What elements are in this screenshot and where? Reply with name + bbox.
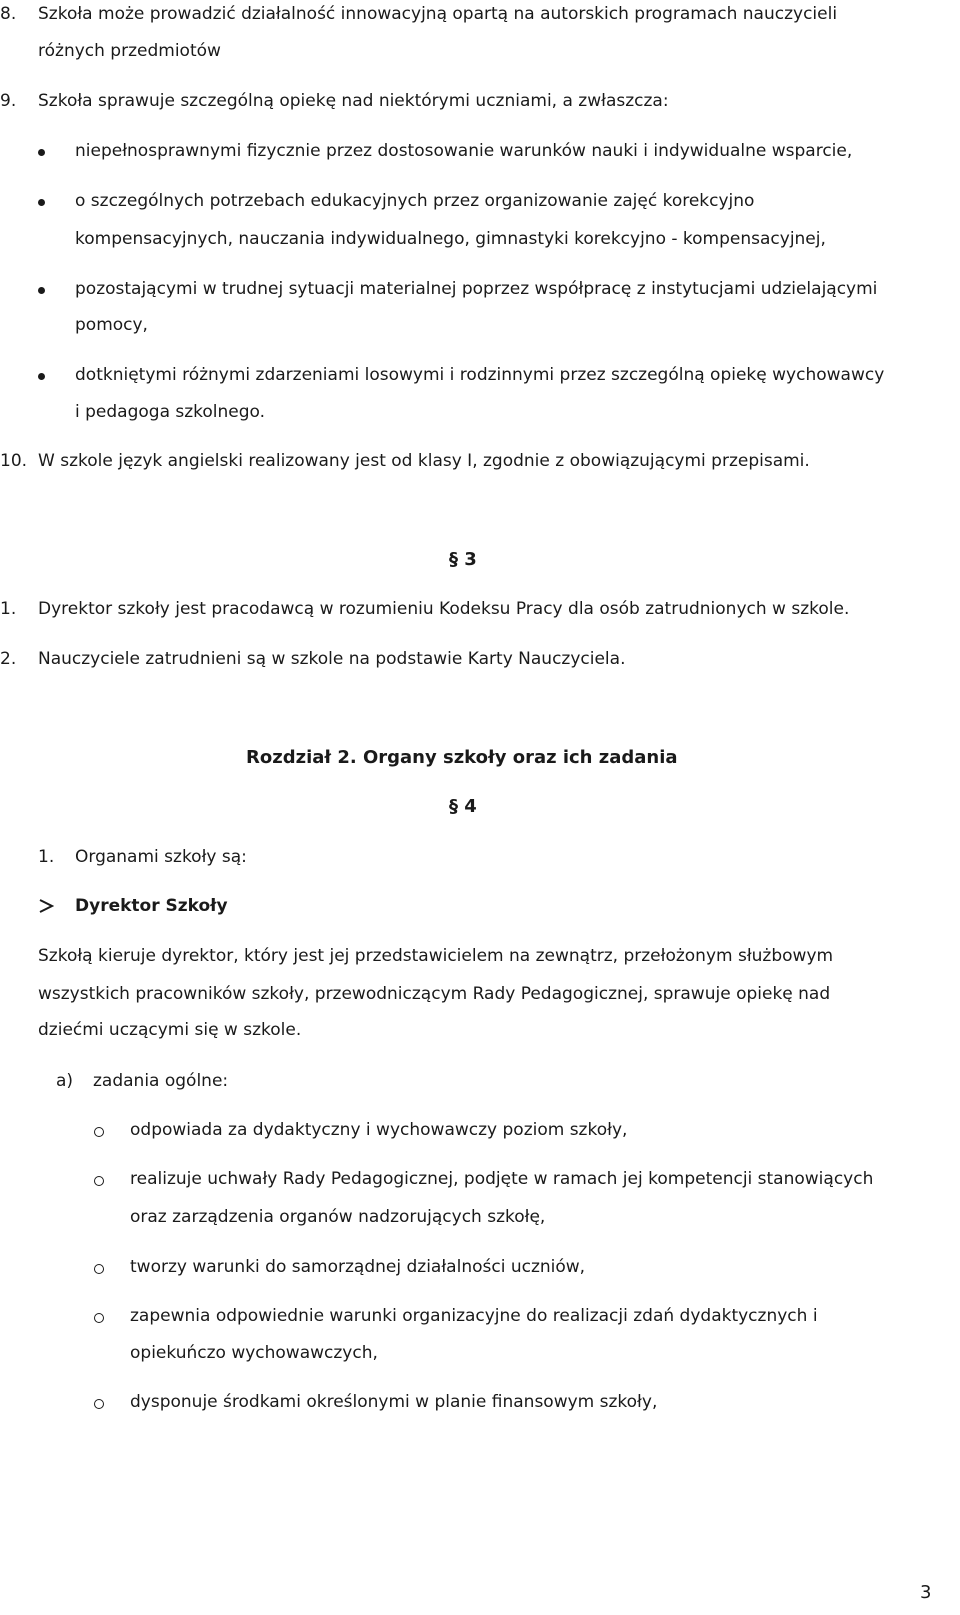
bullet-icon <box>38 287 45 294</box>
task-2-line-1: realizuje uchwały Rady Pedagogicznej, podjęte w ramach jej kompetencji stanowiących <box>130 1169 874 1189</box>
sub-a-text: zadania ogólne: <box>93 1071 229 1091</box>
care-bullet-4-line-2: i pedagoga szkolnego. <box>75 402 266 422</box>
task-5: dysponuje środkami określonymi w planie finansowym szkoły, <box>130 1392 658 1412</box>
page-number: 3 <box>920 1582 932 1603</box>
item-8-line-1: Szkoła może prowadzić działalność innowacyjną opartą na autorskich programach nauczycieli <box>38 4 838 24</box>
item-9-text: Szkoła sprawuje szczególną opiekę nad niektórymi uczniami, a zwłaszcza: <box>38 91 669 111</box>
bullet-icon <box>38 373 45 380</box>
director-heading: Dyrektor Szkoły <box>75 896 228 916</box>
care-bullet-1: niepełnosprawnymi fizycznie przez dostosowanie warunków nauki i indywidualne wsparcie, <box>75 141 853 161</box>
task-1: odpowiada za dydaktyczny i wychowawczy poziom szkoły, <box>130 1120 628 1140</box>
director-para-line-3: dziećmi uczącymi się w szkole. <box>38 1020 302 1040</box>
chapter-title: Rozdział 2. Organy szkoły oraz ich zadania <box>246 747 678 768</box>
care-bullet-3-line-1: pozostającymi w trudnej sytuacji materialnej poprzez współpracę z instytucjami udzielającymi <box>75 279 878 299</box>
care-bullet-2-line-2: kompensacyjnych, nauczania indywidualnego, gimnastyki korekcyjno - kompensacyjnej, <box>75 229 826 249</box>
task-4-line-1: zapewnia odpowiednie warunki organizacyjne do realizacji zdań dydaktycznych i <box>130 1306 818 1326</box>
sec4-item-1-text: Organami szkoły są: <box>75 847 247 867</box>
section-4-heading: § 4 <box>449 796 477 817</box>
sec3-item-2-text: Nauczyciele zatrudnieni są w szkole na podstawie Karty Nauczyciela. <box>38 649 626 669</box>
director-para-line-1: Szkołą kieruje dyrektor, który jest jej przedstawicielem na zewnątrz, przełożonym służbowym <box>38 946 834 966</box>
item-9-number: 9. <box>0 91 17 111</box>
item-8-line-2: różnych przedmiotów <box>38 41 221 61</box>
care-bullet-2-line-1: o szczególnych potrzebach edukacyjnych przez organizowanie zajęć korekcyjno <box>75 191 755 211</box>
item-10-text: W szkole język angielski realizowany jest od klasy I, zgodnie z obowiązującymi przepisami. <box>38 451 810 471</box>
circle-bullet-icon <box>94 1399 104 1409</box>
care-bullet-3-line-2: pomocy, <box>75 315 148 335</box>
task-4-line-2: opiekuńczo wychowawczych, <box>130 1343 378 1363</box>
director-para-line-2: wszystkich pracowników szkoły, przewodniczącym Rady Pedagogicznej, sprawuje opiekę nad <box>38 984 831 1004</box>
sec3-item-2-number: 2. <box>0 649 17 669</box>
arrowhead-bullet-icon <box>38 898 54 914</box>
bullet-icon <box>38 149 45 156</box>
item-8-number: 8. <box>0 4 17 24</box>
circle-bullet-icon <box>94 1176 104 1186</box>
care-bullet-4-line-1: dotkniętymi różnymi zdarzeniami losowymi i rodzinnymi przez szczególną opiekę wychowawcy <box>75 365 885 385</box>
task-3: tworzy warunki do samorządnej działalności uczniów, <box>130 1257 586 1277</box>
sec3-item-1-number: 1. <box>0 599 17 619</box>
sub-a-label: a) <box>56 1071 74 1091</box>
bullet-icon <box>38 199 45 206</box>
circle-bullet-icon <box>94 1264 104 1274</box>
section-3-heading: § 3 <box>449 549 477 570</box>
circle-bullet-icon <box>94 1313 104 1323</box>
item-10-number: 10. <box>0 451 28 471</box>
sec4-item-1-number: 1. <box>38 847 55 867</box>
sec3-item-1-text: Dyrektor szkoły jest pracodawcą w rozumieniu Kodeksu Pracy dla osób zatrudnionych w szkole. <box>38 599 850 619</box>
task-2-line-2: oraz zarządzenia organów nadzorujących szkołę, <box>130 1207 546 1227</box>
circle-bullet-icon <box>94 1127 104 1137</box>
